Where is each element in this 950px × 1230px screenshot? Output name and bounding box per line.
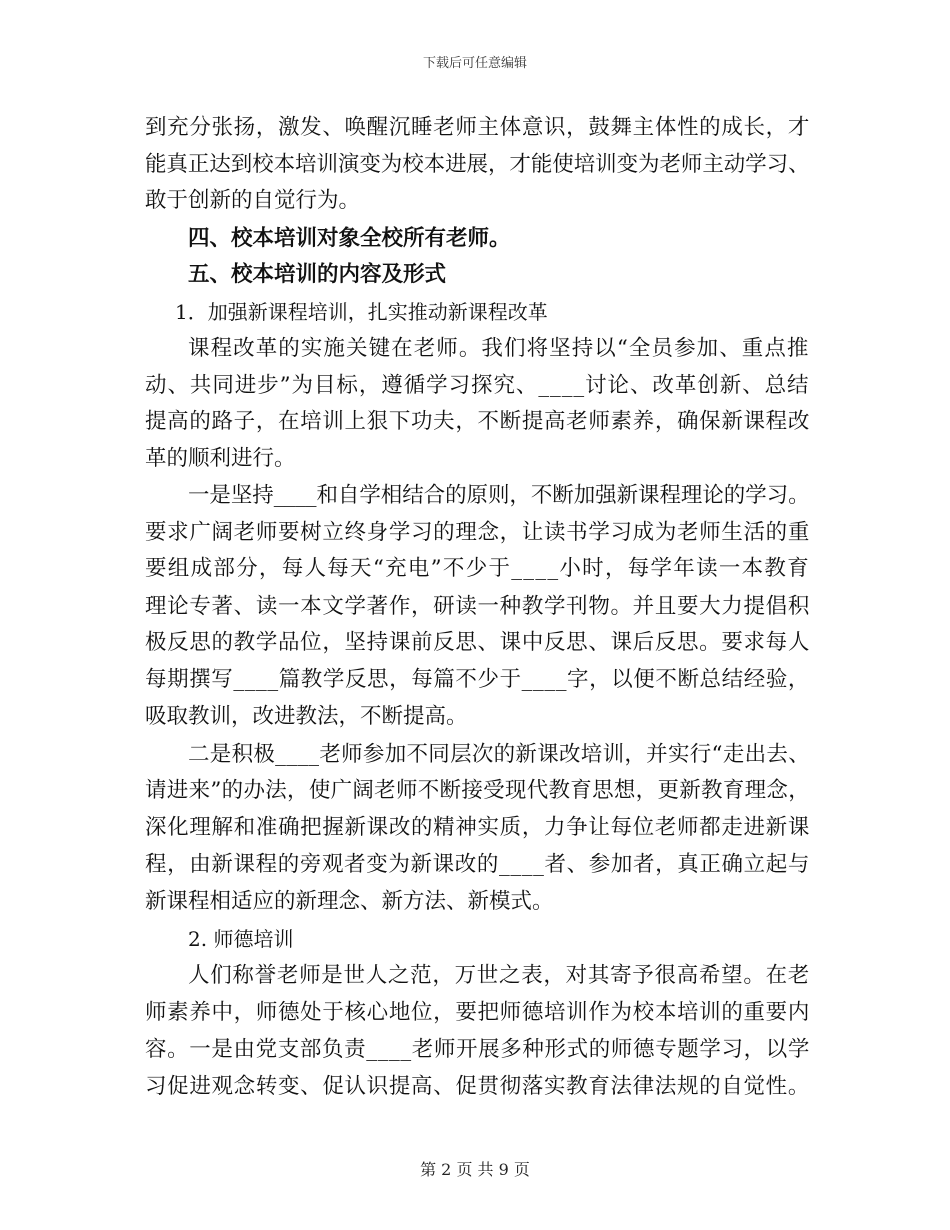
section-heading-5: 五、校本培训的内容及形式 — [188, 262, 447, 287]
page-header: 下载后可任意编辑 — [422, 56, 527, 71]
paragraph-line: 二是积极____老师参加不同层次的新课改培训，并实行“走出去、 — [188, 742, 810, 767]
paragraph-line: 要组成部分，每人每天“充电”不少于____小时，每学年读一本教育 — [145, 556, 810, 581]
paragraph-line: 师素养中，师德处于核心地位，要把师德培训作为校本培训的重要内 — [145, 1000, 811, 1025]
paragraph-line: 要求广阔老师要树立终身学习的理念，让读书学习成为老师生活的重 — [145, 520, 811, 545]
paragraph-line: 吸取教训，改进教法，不断提高。 — [145, 704, 468, 729]
paragraph-line: 到充分张扬，激发、唤醒沉睡老师主体意识，鼓舞主体性的成长，才 — [145, 115, 811, 140]
subsection-heading-2: 2. 师德培训 — [188, 927, 294, 951]
paragraph-line: 一是坚持____和自学相结合的原则，不断加强新课程理论的学习。 — [188, 483, 810, 508]
paragraph-line: 动、共同进步”为目标，遵循学习探究、____讨论、改革创新、总结 — [145, 373, 810, 398]
paragraph-line: 每期撰写____篇教学反思，每篇不少于____字，以便不断总结经验， — [145, 667, 811, 692]
section-heading-4: 四、校本培训对象全校所有老师。 — [188, 226, 511, 251]
paragraph-line: 理论专著、读一本文学著作，研读一种教学刊物。并且要大力提倡积 — [145, 594, 811, 619]
paragraph-line: 深化理解和准确把握新课改的精神实质，力争让每位老师都走进新课 — [145, 815, 811, 840]
paragraph-line: 人们称誉老师是世人之范，万世之表，对其寄予很高希望。在老 — [188, 963, 811, 988]
page-footer: 第 2 页 共 9 页 — [420, 1160, 530, 1179]
paragraph-line: 敢于创新的自觉行为。 — [145, 188, 361, 213]
paragraph-line: 革的顺利进行。 — [145, 446, 296, 471]
paragraph-line: 提高的路子，在培训上狠下功夫，不断提高老师素养，确保新课程改 — [145, 409, 811, 434]
paragraph-line: 课程改革的实施关键在老师。我们将坚持以“全员参加、重点推 — [188, 336, 810, 361]
paragraph-line: 容。一是由党支部负责____老师开展多种形式的师德专题学习，以学 — [145, 1037, 811, 1062]
paragraph-line: 程，由新课程的旁观者变为新课改的____者、参加者，真正确立起与 — [145, 852, 811, 877]
paragraph-line: 新课程相适应的新理念、新方法、新模式。 — [145, 889, 554, 914]
paragraph-line: 请进来”的办法，使广阔老师不断接受现代教育思想，更新教育理念， — [145, 778, 810, 803]
subsection-heading-1: 1．加强新课程培训，扎实推动新课程改革 — [175, 300, 548, 324]
paragraph-line: 极反思的教学品位，坚持课前反思、课中反思、课后反思。要求每人 — [145, 630, 811, 655]
paragraph-line: 能真正达到校本培训演变为校本进展，才能使培训变为老师主动学习、 — [145, 152, 810, 177]
paragraph-line: 习促进观念转变、促认识提高、促贯彻落实教育法律法规的自觉性。 — [145, 1074, 811, 1099]
